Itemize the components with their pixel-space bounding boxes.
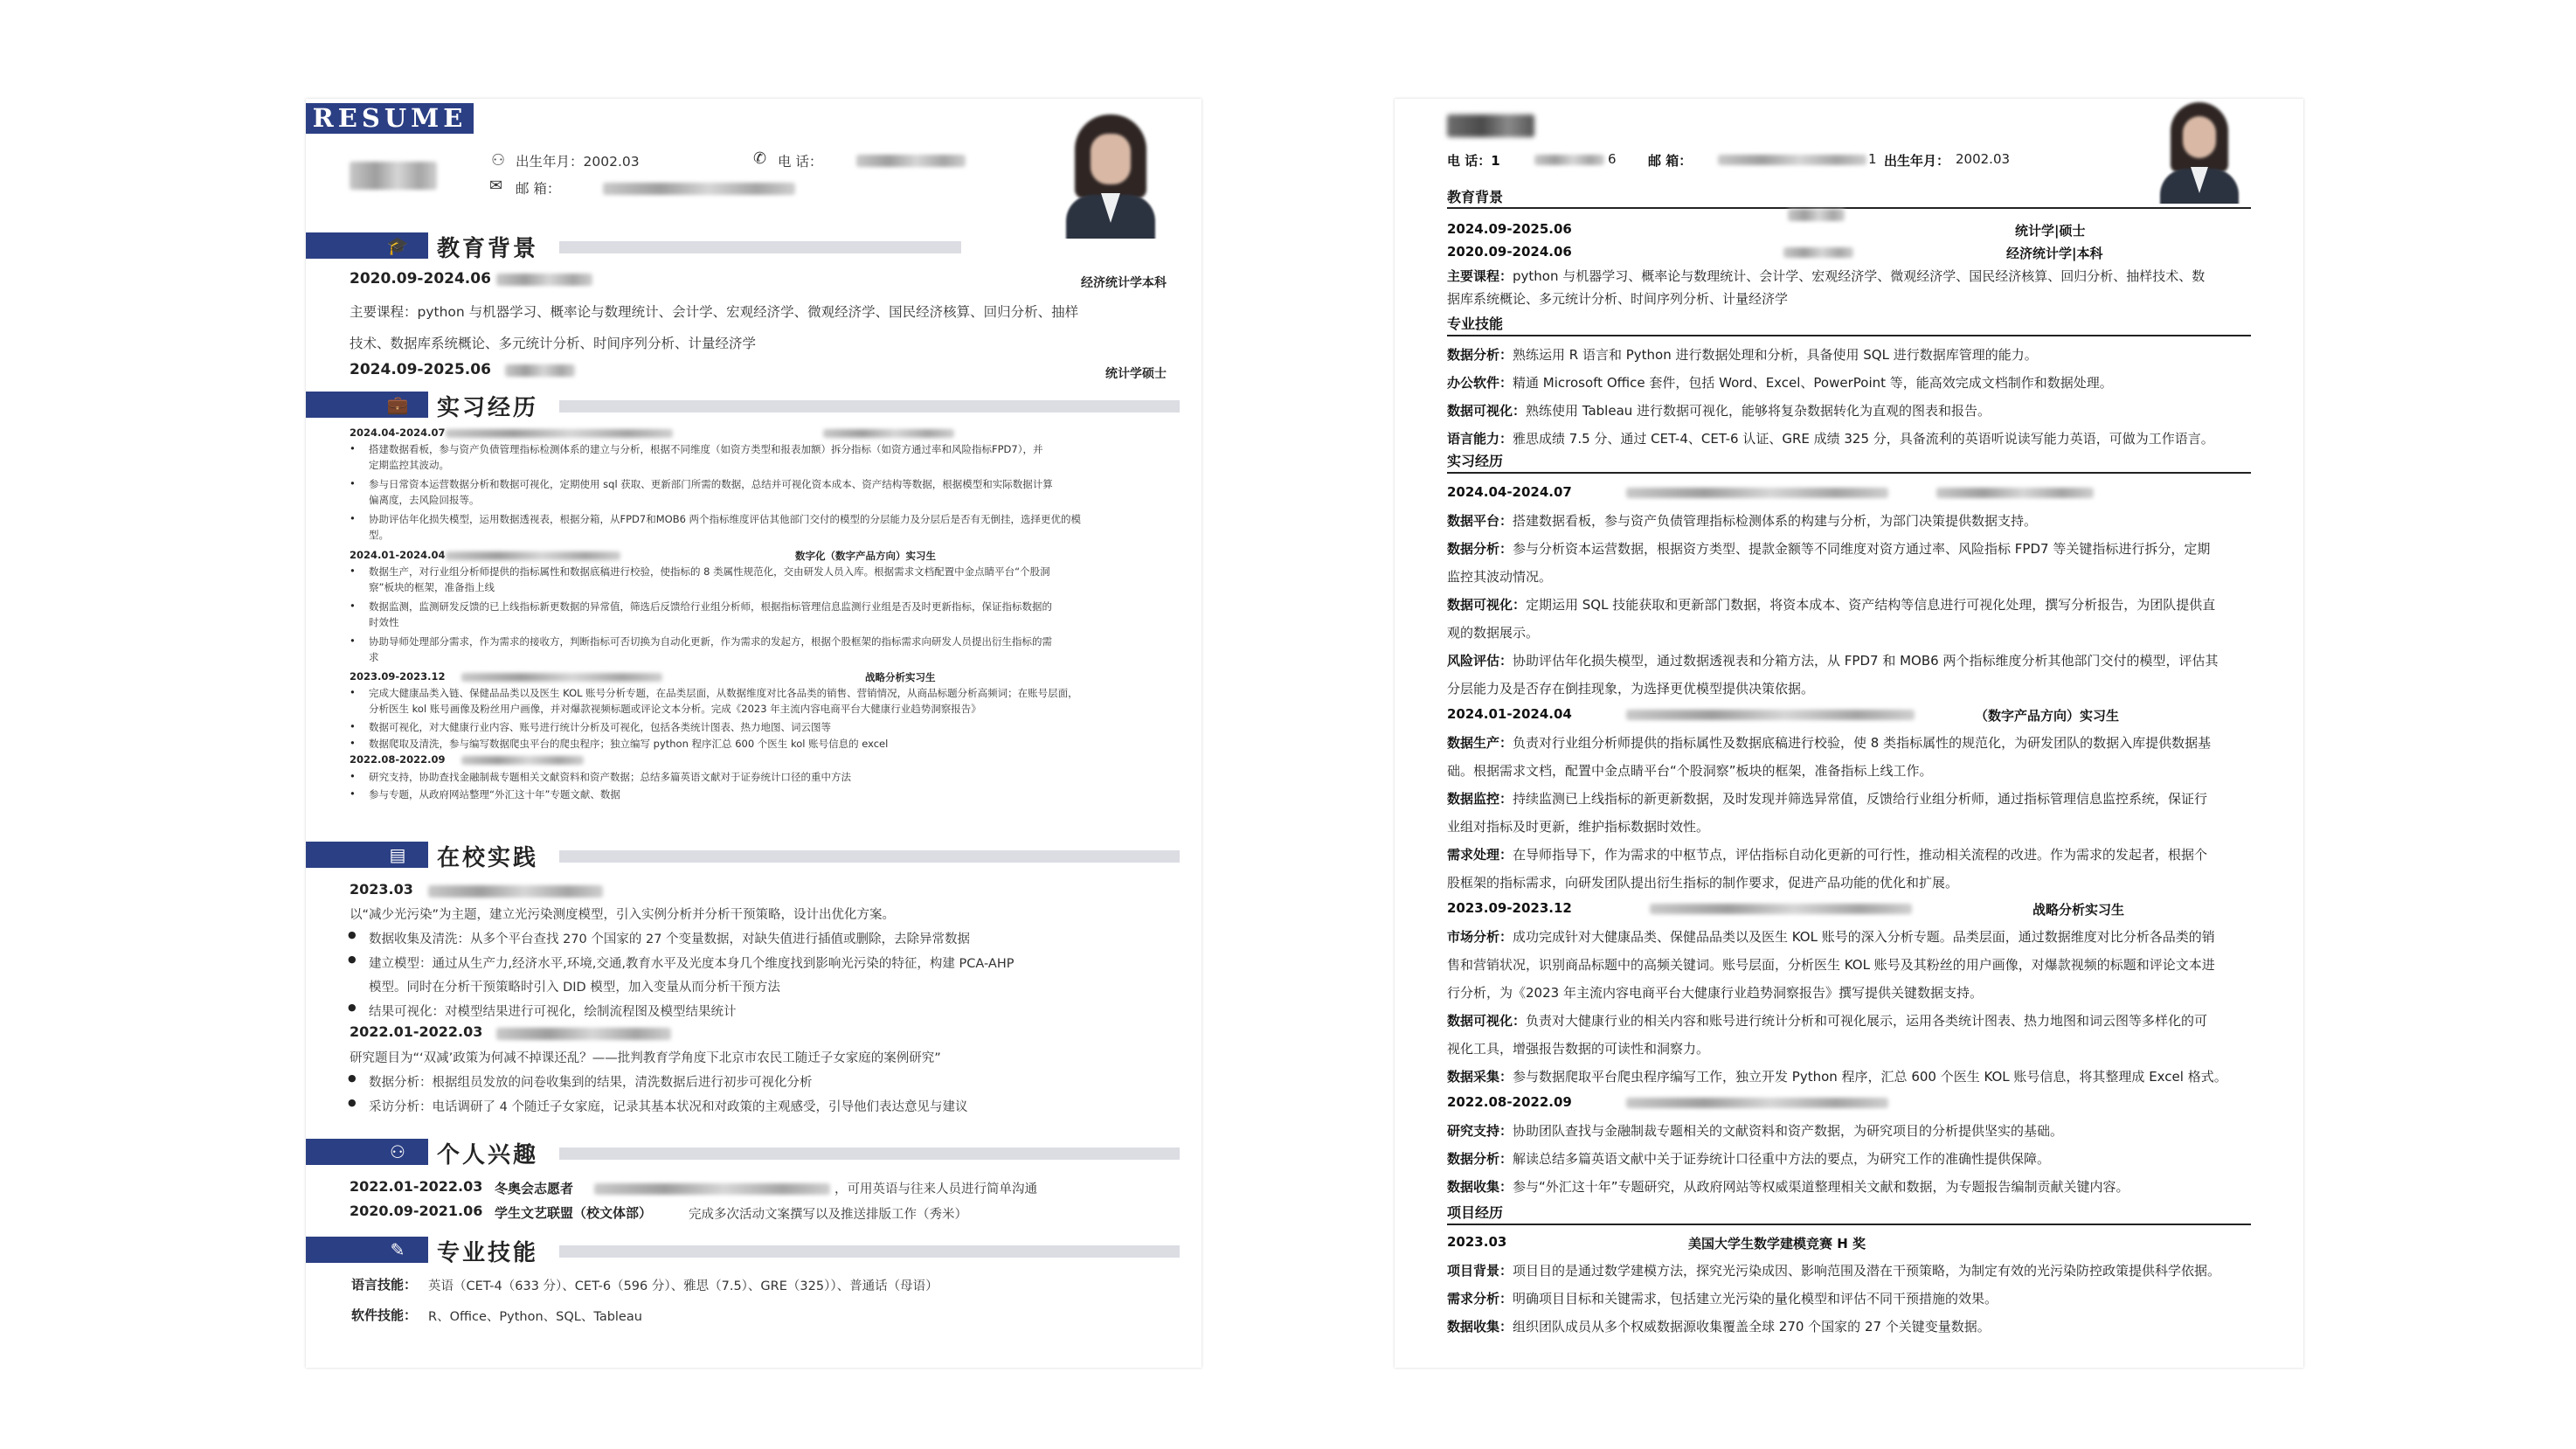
skill-text: R、Office、Python、SQL、Tableau	[428, 1310, 642, 1324]
section-interests	[306, 1139, 1180, 1168]
company-redacted	[446, 551, 620, 560]
skill-line: 语言能力：雅思成绩 7.5 分、通过 CET-4、CET-6 认证、GRE 成绩 325 分，具备流利的英语听说读写能力英语，可做为工作语言。	[1447, 431, 2214, 447]
intern-line-cont: 股框架的指标需求，向研发团队提出衍生指标的制作要求，促进产品功能的优化和扩展。	[1447, 875, 1959, 891]
briefcase-icon: 💼	[386, 394, 409, 415]
section-title: 教育背景	[437, 236, 539, 262]
email-tail: 1	[1868, 151, 1877, 167]
edu-major: 经济统计学|本科	[2006, 246, 2103, 261]
mail-icon: ✉	[489, 177, 503, 195]
email-redacted	[1718, 155, 1866, 165]
section-title: 实习经历	[437, 395, 539, 421]
intern-role: 战略分析实习生	[2032, 902, 2125, 918]
birth-text: 出生年月：2002.03	[516, 154, 640, 170]
resume-label: RESUME	[306, 103, 474, 134]
intern-line-cont: 观的数据展示。	[1447, 625, 1540, 641]
campus-intro: 以“减少光污染”为主题，建立光污染测度模型，引入实例分析并分析干预策略，设计出优化方案。	[350, 908, 896, 922]
edu-courses: 主要课程：python 与机器学习、概率论与数理统计、会计学、宏观经济学、微观经济学、国民经济核算、回归分析、抽样	[350, 304, 1079, 320]
phone-redacted	[1534, 155, 1604, 165]
intern-bullet: • 参与专题，从政府网站整理“外汇这十年”专题文献、数据	[369, 787, 620, 801]
intern-line: 数据可视化：定期运用 SQL 技能获取和更新部门数据，将资本成本、资产结构等信息进行可视化处理，撰写分析报告，为团队提供直	[1447, 597, 2216, 613]
interest-date: 2020.09-2021.06	[350, 1203, 483, 1219]
campus-bullet: ● 采访分析：电话调研了 4 个随迁子女家庭，记录其基本状况和对政策的主观感受，引导他们表达意见与建议	[369, 1097, 967, 1115]
school-redacted	[505, 364, 575, 377]
intern-role: 战略分析实习生	[865, 671, 936, 683]
company-redacted	[1650, 904, 1912, 914]
intern-date: 2023.09-2023.12	[1447, 900, 1572, 916]
person-icon: ⚇	[491, 151, 506, 170]
intern-bullet: • 研究支持，协助查找金融制裁专题相关文献资料和资产数据；总结多篇英语文献对于证券统计口径的重中方法	[369, 770, 851, 784]
school-redacted	[1783, 247, 1853, 258]
intern-date: 2022.08-2022.09	[1447, 1094, 1572, 1110]
intern-line: 需求处理：在导师指导下，作为需求的中枢节点，评估指标自动化更新的可行性，推动相关流程的改进。作为需求的发起者，根据个	[1447, 847, 2208, 863]
campus-bullet: ● 建立模型：通过从生产力,经济水平,环境,交通,教育水平及光度本身几个维度找到影响光污染的特征，构建 PCA-AHP	[369, 953, 1014, 972]
company-redacted	[1626, 1098, 1888, 1108]
role-redacted	[1936, 488, 2094, 498]
edu-date: 2020.09-2024.06	[1447, 244, 1572, 260]
section-skills	[306, 1237, 1180, 1266]
email-label: 邮 箱：	[1648, 153, 1693, 169]
intern-date: 2024.01-2024.04	[350, 549, 446, 561]
section-title-internship: 实习经历	[1447, 453, 1504, 469]
intern-date: 2022.08-2022.09	[350, 753, 446, 766]
intern-bullet: • 数据监测，监测研发反馈的已上线指标新更数据的异常值，筛选后反馈给行业组分析师，根据指标管理信息监测行业组是否及时更新指标，保证指标数据的	[369, 600, 1052, 614]
project-name: 美国大学生数学建模竞赛 H 奖	[1688, 1236, 1866, 1251]
company-redacted	[1626, 488, 1888, 498]
intern-line: 数据收集：参与“外汇这十年”专题研究，从政府网站等权威渠道整理相关文献和数据，为专题报告编制贡献关键内容。	[1447, 1179, 2129, 1195]
intern-bullet-cont: 分析医生 kol 账号画像及粉丝用户画像，并对爆款视频标题或评论文本分析。完成《2023 年主流内容电商平台大健康行业趋势洞察报告》	[369, 703, 981, 715]
intern-bullet: • 协助导师处理部分需求，作为需求的接收方，判断指标可否切换为自动化更新，作为需求的发起方，根据个股框架的指标需求向研发人员提出衍生指标的需	[369, 634, 1052, 648]
interest-role: 冬奥会志愿者	[495, 1181, 574, 1196]
intern-bullet-cont: 察”板块的框架，准备指上线	[369, 581, 495, 593]
interest-redacted	[594, 1183, 830, 1195]
role-redacted	[823, 429, 954, 438]
campus-date: 2023.03	[350, 881, 413, 898]
campus-bullet: ● 数据分析：根据组员发放的问卷收集到的结果，清洗数据后进行初步可视化分析	[369, 1072, 813, 1091]
intern-line: 研究支持：协助团队查找与金融制裁专题相关的文献资料和资产数据，为研究项目的分析提供坚实的基础。	[1447, 1123, 2064, 1139]
courses: 主要课程：python 与机器学习、概率论与数理统计、会计学、宏观经济学、微观经济学、国民经济核算、回归分析、抽样技术、数	[1447, 268, 2206, 284]
section-title-skills: 专业技能	[1447, 315, 1504, 332]
resume-page-left	[306, 99, 1201, 1368]
project-line: 项目背景：项目目的是通过数学建模方法，探究光污染成因、影响范围及潜在干预策略，为制定有效的光污染防控政策提供科学依据。	[1447, 1263, 2221, 1279]
name-redacted	[350, 162, 437, 190]
edu-major: 经济统计学本科	[1081, 276, 1167, 290]
intern-role: 数字化（数字产品方向）实习生	[795, 550, 936, 562]
intern-bullet-cont: 定期监控其波动。	[369, 459, 449, 471]
section-title: 在校实践	[437, 845, 539, 871]
intern-bullet-cont: 型。	[369, 529, 389, 541]
campus-intro: 研究题目为“‘双减’政策为何减不掉课还乱？——批判教育学角度下北京市农民工随迁子女家庭的案例研究”	[350, 1051, 941, 1065]
skill-line: 办公软件：精通 Microsoft Office 套件，包括 Word、Excel、PowerPoint 等，能高效完成文档制作和数据处理。	[1447, 375, 2113, 391]
project-line: 需求分析：明确项目目标和关键需求，包括建立光污染的量化模型和评估不同干预措施的效果。	[1447, 1291, 1998, 1307]
project-date: 2023.03	[1447, 1234, 1507, 1250]
section-education	[306, 232, 1180, 262]
intern-line: 风险评估：协助评估年化损失模型，通过数据透视表和分箱方法，从 FPD7 和 MOB6 两个指标维度分析其他部门交付的模型，评估其	[1447, 653, 2219, 669]
interest-text: ，可用英语与往来人员进行简单沟通	[834, 1182, 1037, 1196]
project-line: 数据收集：组织团队成员从多个权威数据源收集覆盖全球 270 个国家的 27 个关键变量数据。	[1447, 1319, 1991, 1335]
intern-bullet: • 数据爬取及清洗，参与编写数据爬虫平台的爬虫程序；独立编写 python 程序汇总 600 个医生 kol 账号信息的 excel	[369, 737, 888, 751]
edu-date: 2024.09-2025.06	[1447, 221, 1572, 237]
section-title: 专业技能	[437, 1240, 539, 1266]
intern-line: 数据监控：持续监测已上线指标的新更新数据，及时发现并筛选异常值，反馈给行业组分析师，通过指标管理信息监控系统，保证行	[1447, 791, 2208, 807]
profile-photo	[1059, 107, 1162, 239]
intern-date: 2023.09-2023.12	[350, 670, 446, 683]
edu-major: 统计学硕士	[1105, 367, 1167, 381]
interest-date: 2022.01-2022.03	[350, 1178, 483, 1195]
intern-line-cont: 业组对指标及时更新，维护指标数据时效性。	[1447, 819, 1710, 835]
edu-date: 2020.09-2024.06	[350, 270, 491, 288]
skill-label: 语言技能：	[351, 1277, 418, 1293]
company-redacted	[461, 756, 584, 765]
section-internship	[306, 392, 1180, 421]
school-redacted	[1788, 209, 1845, 221]
graduation-cap-icon: 🎓	[386, 235, 409, 256]
pencil-icon: ✎	[390, 1239, 405, 1260]
campus-bullet: ● 数据收集及清洗：从多个平台查找 270 个国家的 27 个变量数据，对缺失值进行插值或删除，去除异常数据	[369, 929, 970, 947]
company-redacted	[461, 673, 662, 682]
profile-photo	[2151, 99, 2247, 204]
interest-role: 学生文艺联盟（校文体部）	[495, 1205, 653, 1221]
edu-courses: 技术、数据库系统概论、多元统计分析、时间序列分析、计量经济学	[350, 336, 757, 351]
campus-bullet: ● 结果可视化：对模型结果进行可视化，绘制流程图及模型结果统计	[369, 1002, 737, 1020]
name-redacted	[1447, 114, 1534, 137]
intern-bullet: • 数据生产，对行业组分析师提供的指标属性和数据底稿进行校验，使指标的 8 类属性规范化，交由研发人员入库。根据需求文档配置中金点睛平台“个股洞	[369, 565, 1050, 579]
intern-line-cont: 监控其波动情况。	[1447, 569, 1553, 585]
intern-line: 数据采集：参与数据爬取平台爬虫程序编写工作，独立开发 Python 程序，汇总 600 个医生 KOL 账号信息，将其整理成 Excel 格式。	[1447, 1069, 2227, 1085]
intern-line: 数据平台：搭建数据看板，参与资产负债管理指标检测体系的构建与分析，为部门决策提供数据支持。	[1447, 513, 2038, 529]
edu-major: 统计学|硕士	[2015, 223, 2086, 239]
intern-bullet-cont: 偏离度，去风险回报等。	[369, 494, 480, 506]
intern-date: 2024.04-2024.07	[1447, 484, 1572, 500]
intern-line-cont: 分层能力及是否存在倒挂现象，为选择更优模型提供决策依据。	[1447, 681, 1815, 697]
company-redacted	[446, 429, 673, 438]
section-campus	[306, 842, 1180, 871]
courses-cont: 据库系统概论、多元统计分析、时间序列分析、计量经济学	[1447, 291, 1789, 307]
intern-bullet: • 搭建数据看板，参与资产负债管理指标检测体系的建立与分析，根据不同维度（如资方类型和报表加额）拆分指标（如资方通过率和风险指标FPD7），并	[369, 442, 1042, 456]
intern-bullet: • 参与日常资本运营数据分析和数据可视化，定期使用 sql 获取、更新部门所需的数据，总结并可视化资本成本、资产结构等数据，根据模型和实际数据计算	[369, 477, 1053, 491]
school-redacted	[496, 274, 592, 286]
section-title-education: 教育背景	[1447, 189, 1504, 205]
email-redacted	[603, 183, 795, 195]
section-title-projects: 项目经历	[1447, 1204, 1504, 1221]
intern-line: 数据生产：负责对行业组分析师提供的指标属性及数据底稿进行校验，使 8 类指标属性的规范化，为研发团队的数据入库提供数据基	[1447, 735, 2212, 751]
intern-line: 市场分析：成功完成针对大健康品类、保健品品类以及医生 KOL 账号的深入分析专题。品类层面，通过数据维度对比分析各品类的销	[1447, 929, 2215, 945]
intern-line: 数据分析：参与分析资本运营数据，根据资方类型、提款金额等不同维度对资方通过率、风险指标 FPD7 等关键指标进行拆分，定期	[1447, 541, 2211, 557]
phone-icon: ✆	[753, 149, 767, 168]
interest-text: 完成多次活动文案撰写以及推送排版工作（秀米）	[689, 1208, 967, 1222]
email-label: 邮 箱：	[516, 181, 561, 197]
intern-bullet: • 协助评估年化损失模型，运用数据透视表，根据分箱，从FPD7和MOB6 两个指标维度评估其他部门交付的模型的分层能力及分层后是否有无倒挂，选择更优的模	[369, 512, 1081, 526]
resume-page-right	[1395, 99, 2303, 1368]
skill-text: 英语（CET-4（633 分）、CET-6（596 分）、雅思（7.5）、GRE（325））、普通话（母语）	[428, 1279, 938, 1293]
skill-label: 软件技能：	[351, 1307, 418, 1323]
project-redacted	[496, 1028, 671, 1040]
people-icon: ⚇	[390, 1141, 405, 1162]
intern-line: 数据分析：解读总结多篇英语文献中关于证券统计口径重中方法的要点，为研究工作的准确性提供保障。	[1447, 1151, 2051, 1167]
intern-line: 数据可视化：负责对大健康行业的相关内容和账号进行统计分析和可视化展示，运用各类统计图表、热力地图和词云图等多样化的可	[1447, 1013, 2208, 1029]
intern-line-cont: 行分析，为《2023 年主流内容电商平台大健康行业趋势洞察报告》撰写提供关键数据支持。	[1447, 985, 1983, 1001]
phone-redacted	[856, 155, 966, 167]
intern-bullet-cont: 时效性	[369, 616, 399, 628]
campus-bullet-cont: 模型。同时在分析干预策略时引入 DID 模型，加入变量从而分析干预方法	[369, 981, 780, 995]
birth-label: 出生年月：	[1884, 153, 1950, 169]
skill-line: 数据分析：熟练运用 R 语言和 Python 进行数据处理和分析，具备使用 SQL 进行数据库管理的能力。	[1447, 347, 2038, 363]
edu-date: 2024.09-2025.06	[350, 361, 491, 378]
intern-date: 2024.04-2024.07	[350, 426, 446, 439]
birth-value: 2002.03	[1956, 151, 2011, 167]
intern-date: 2024.01-2024.04	[1447, 706, 1572, 722]
skill-line: 数据可视化：熟练使用 Tableau 进行数据可视化，能够将复杂数据转化为直观的图表和报告。	[1447, 403, 1991, 419]
company-redacted	[1626, 710, 1915, 720]
phone-label: 电 话：	[778, 154, 823, 170]
intern-bullet: • 数据可视化，对大健康行业内容、账号进行统计分析及可视化，包括各类统计图表、热力地图、词云图等	[369, 720, 831, 734]
phone-tail: 6	[1608, 151, 1617, 167]
intern-line-cont: 售和营销状况，识别商品标题中的高频关键词。账号层面，分析医生 KOL 账号及其粉丝的用户画像，对爆款视频的标题和评论文本进	[1447, 957, 2215, 973]
intern-line-cont: 础。根据需求文档，配置中金点睛平台“个股洞察”板块的框架，准备指标上线工作。	[1447, 763, 1933, 779]
campus-date: 2022.01-2022.03	[350, 1023, 483, 1040]
intern-bullet-cont: 求	[369, 651, 379, 663]
section-title: 个人兴趣	[437, 1142, 539, 1168]
intern-bullet: • 完成大健康品类入链、保健品品类以及医生 KOL 账号分析专题，在品类层面，从数据维度对比各品类的销售、营销情况，从商品标题分析高频词；在账号层面，	[369, 686, 1078, 700]
project-redacted	[428, 885, 603, 898]
phone-label: 电 话：1	[1447, 153, 1500, 169]
intern-line-cont: 视化工具，增强报告数据的可读性和洞察力。	[1447, 1041, 1710, 1057]
intern-role: （数字产品方向）实习生	[1975, 708, 2120, 724]
id-card-icon: ▤	[389, 844, 406, 865]
